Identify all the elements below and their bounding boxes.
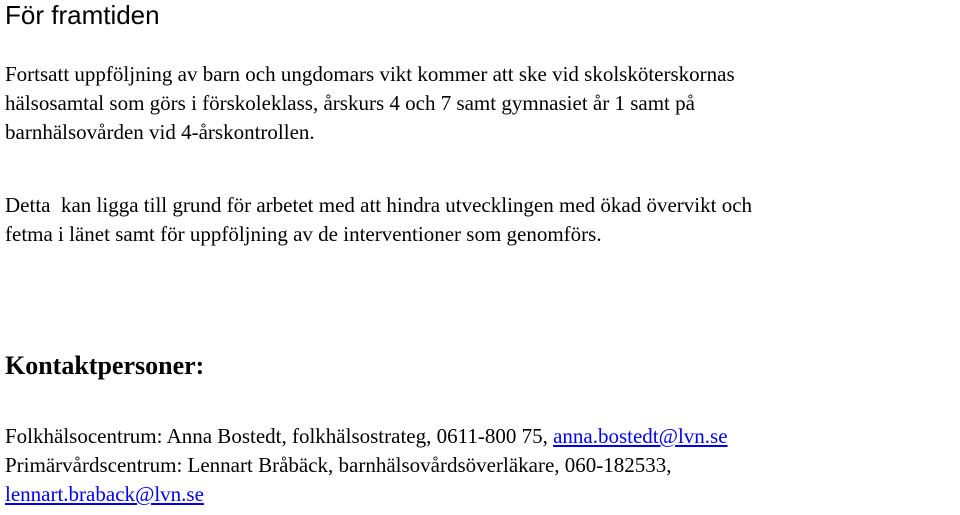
contact-person-1-email-link[interactable]: anna.bostedt@lvn.se xyxy=(553,424,728,448)
contact-person-1-text: Folkhälsocentrum: Anna Bostedt, folkhälsostrateg, 0611-800 75, xyxy=(5,424,554,448)
contact-person-2 xyxy=(5,451,728,480)
contact-person-2-email-line xyxy=(5,480,728,509)
section-heading: För framtiden xyxy=(5,0,160,30)
contacts-list xyxy=(5,422,728,509)
contact-person-2-text: Primärvårdscentrum: Lennart Bråbäck, barnhälsovårdsöverläkare, 060-182533, xyxy=(5,453,672,477)
paragraph-line: Fortsatt uppföljning av barn och ungdomars vikt kommer att ske vid skolsköterskornas xyxy=(5,62,735,86)
contact-person-2-email-link[interactable]: lennart.braback@lvn.se xyxy=(5,482,204,506)
contact-person-1 xyxy=(5,422,728,451)
paragraph-line: fetma i länet samt för uppföljning av de interventioner som genomförs. xyxy=(5,222,602,246)
paragraph-line: barnhälsovården vid 4-årskontrollen. xyxy=(5,120,315,144)
paragraph-basis xyxy=(5,191,752,249)
paragraph-line: hälsosamtal som görs i förskoleklass, årskurs 4 och 7 samt gymnasiet år 1 samt på xyxy=(5,91,695,115)
paragraph-line: Detta kan ligga till grund för arbetet med att hindra utvecklingen med ökad övervikt och xyxy=(5,193,753,217)
paragraph-follow-up xyxy=(5,60,735,147)
contacts-heading: Kontaktpersoner: xyxy=(5,351,205,380)
